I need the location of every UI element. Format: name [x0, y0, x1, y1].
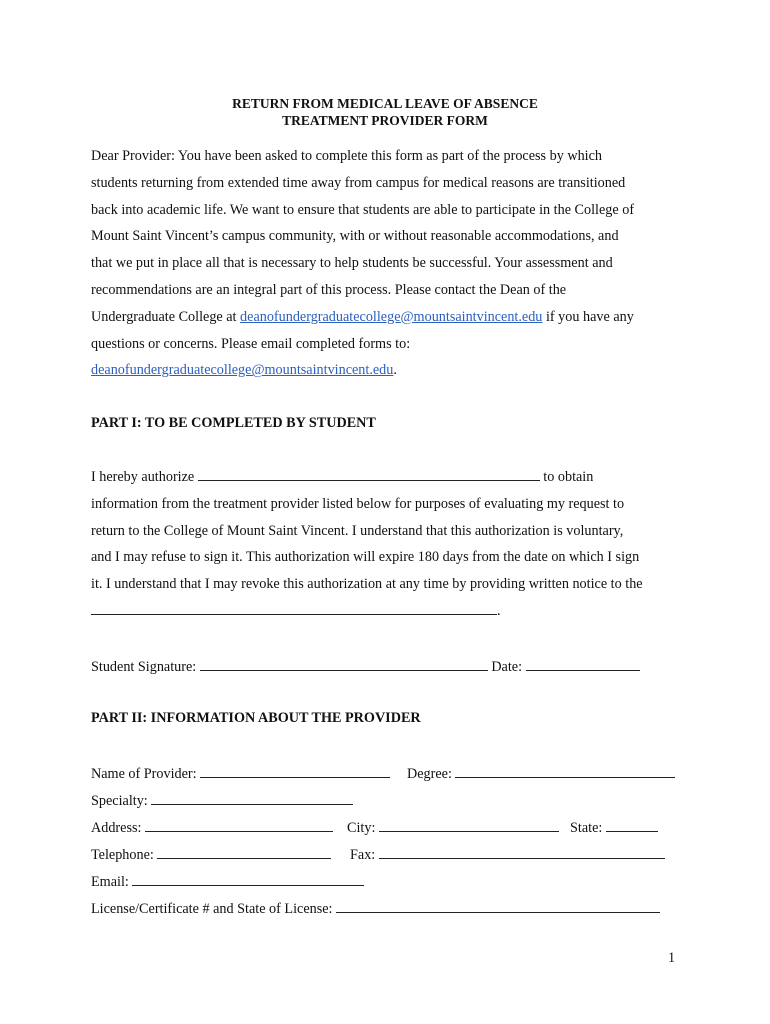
form-title-line-1: RETURN FROM MEDICAL LEAVE OF ABSENCE: [232, 96, 538, 111]
intro-line: [91, 357, 691, 384]
city-group: [347, 817, 559, 837]
intro-line: back into academic life. We want to ensure that students are able to participate in the College of: [91, 201, 635, 218]
signature-row: [91, 656, 640, 674]
intro-line: questions or concerns. Please email completed forms to:: [91, 335, 411, 352]
intro-paragraph: [91, 143, 691, 384]
authorization-line: it. I understand that I may revoke this authorization at any time by providing written notice to the: [91, 576, 643, 593]
intro-line: Dear Provider: You have been asked to complete this form as part of the process by which: [91, 148, 603, 164]
state-group: [570, 817, 658, 837]
telephone-group: [91, 844, 331, 864]
intro-line: [91, 304, 691, 331]
degree-group: [407, 763, 675, 783]
address-field[interactable]: [145, 817, 333, 832]
telephone-field[interactable]: [157, 844, 331, 859]
page-number: 1: [668, 950, 676, 966]
email-field[interactable]: [132, 871, 364, 886]
fax-group: [350, 844, 665, 864]
provider-name-label: Name of Provider:: [91, 766, 201, 782]
license-row: [91, 898, 660, 916]
submit-email-link[interactable]: deanofundergraduatecollege@mountsaintvincent.edu: [91, 362, 394, 379]
state-field[interactable]: [606, 817, 658, 832]
provider-name-row: [91, 763, 691, 781]
authorization-line: and I may refuse to sign it. This authorization will expire 180 days from the date on which I sign: [91, 549, 640, 566]
specialty-row: [91, 790, 353, 808]
date-field[interactable]: [526, 656, 640, 671]
intro-line: recommendations are an integral part of this process. Please contact the Dean of the: [91, 281, 567, 298]
intro-line: students returning from extended time away from campus for medical reasons are transitioned: [91, 174, 626, 191]
intro-line: that we put in place all that is necessary to help students be successful. Your assessment and: [91, 255, 613, 272]
authorization-paragraph: [91, 464, 691, 625]
notice-recipient-field[interactable]: [91, 600, 497, 615]
student-signature-label: Student Signature:: [91, 659, 200, 675]
specialty-field[interactable]: [151, 790, 353, 805]
email-row: [91, 871, 364, 889]
address-label: Address:: [91, 820, 145, 836]
intro-text: if you have any: [542, 308, 634, 325]
part-1-heading: PART I: TO BE COMPLETED BY STUDENT: [91, 415, 376, 431]
email-label: Email:: [91, 874, 133, 890]
part-2-heading: PART II: INFORMATION ABOUT THE PROVIDER: [91, 710, 421, 726]
authorized-party-field[interactable]: [198, 466, 540, 481]
authorization-line: information from the treatment provider listed below for purposes of evaluating my request to: [91, 495, 625, 512]
intro-text: Undergraduate College at: [91, 308, 241, 325]
intro-line: Mount Saint Vincent’s campus community, with or without reasonable accommodations, and: [91, 228, 619, 245]
license-field[interactable]: [336, 898, 660, 913]
date-label: Date:: [491, 659, 526, 675]
telephone-label: Telephone:: [91, 847, 158, 863]
authorization-line: return to the College of Mount Saint Vincent. I understand that this authorization is voluntary,: [91, 522, 624, 539]
fax-label: Fax:: [350, 847, 379, 863]
authorization-end: .: [497, 602, 501, 619]
state-label: State:: [570, 820, 606, 836]
student-signature-field[interactable]: [200, 656, 488, 671]
city-field[interactable]: [379, 817, 559, 832]
specialty-label: Specialty:: [91, 793, 152, 809]
authorization-line: [91, 598, 691, 625]
telephone-row: [91, 844, 691, 862]
dean-email-link[interactable]: deanofundergraduatecollege@mountsaintvincent.edu: [240, 308, 543, 325]
intro-text: .: [393, 362, 397, 379]
provider-name-group: [91, 763, 390, 783]
authorization-line: [91, 464, 691, 491]
address-group: [91, 817, 333, 837]
license-label: License/Certificate # and State of License:: [91, 901, 337, 917]
form-title-line-2: TREATMENT PROVIDER FORM: [282, 113, 488, 128]
provider-name-field[interactable]: [200, 763, 390, 778]
degree-field[interactable]: [455, 763, 675, 778]
degree-label: Degree:: [407, 766, 456, 782]
authorize-prefix: I hereby authorize: [91, 469, 198, 485]
address-row: [91, 817, 691, 835]
city-label: City:: [347, 820, 379, 836]
fax-field[interactable]: [379, 844, 665, 859]
authorize-suffix: to obtain: [539, 469, 594, 485]
